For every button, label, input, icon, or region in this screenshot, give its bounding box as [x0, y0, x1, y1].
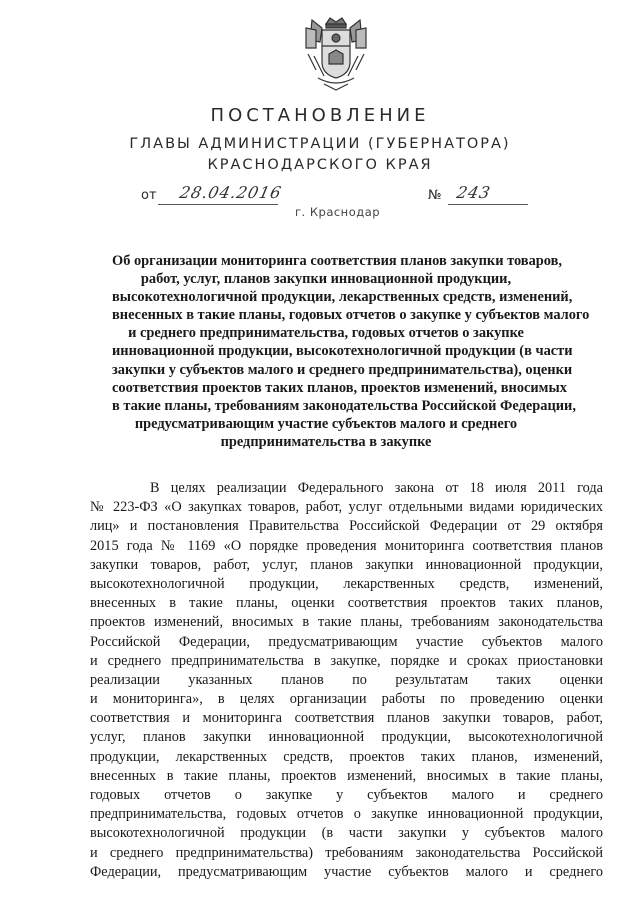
body-line: соответствия и мониторинга соответствия планов закупки товаров, работ, [90, 710, 603, 727]
body-line: внесенных в такие планы, проектов изменений, вносимых в такие планы, [90, 767, 603, 784]
subject-line: в такие планы, требованиям законодательства Российской Федерации, [112, 397, 576, 414]
body-line: закупки товаров, работ, услуг, планов закупки инновационной продукции, [90, 556, 603, 573]
body-line: и среднего предпринимательства в закупке, порядке и сроках приостановки [90, 652, 603, 669]
body-line: годовых отчетов о закупке у субъектов малого и среднего [90, 787, 603, 803]
body-line: № 223-ФЗ «О закупках товаров, работ, услуг отдельными видами юридических [90, 499, 603, 516]
body-line: услуг, планов закупки инновационной продукции, высокотехнологичной [90, 729, 603, 746]
region-title: КРАСНОДАРСКОГО КРАЯ [207, 157, 433, 173]
document-type-title: ПОСТАНОВЛЕНИЕ [210, 105, 430, 126]
subject-line: высокотехнологичной продукции, лекарственных средств, изменений, [112, 289, 573, 306]
number-value: 243 [454, 183, 493, 202]
body-line: лиц» и постановления Правительства Российской Федерации от 29 октября [90, 518, 603, 535]
subject-line: предусматривающим участие субъектов малого и среднего [134, 415, 518, 432]
subject-line: внесенных в такие планы, годовых отчетов о закупке у субъектов малого [112, 307, 590, 324]
body-line: и мониторинга», в целях организации работы по проведению оценки [90, 691, 603, 708]
subject-line: инновационной продукции, высокотехнологичной продукции (в части [112, 343, 573, 360]
body-line: и среднего предпринимательства) требованиям законодательства Российской [90, 844, 603, 861]
body-line: Федерации, предусматривающим участие субъектов малого и среднего [90, 863, 603, 880]
body-line: проектов изменений, вносимых в такие планы, требованиям законодательства [90, 614, 603, 631]
body-line: Российской Федерации, предусматривающим участие субъектов малого [90, 633, 603, 650]
city-label: г. Краснодар [295, 205, 381, 219]
issuer-title: ГЛАВЫ АДМИНИСТРАЦИИ (ГУБЕРНАТОРА) [129, 136, 511, 152]
subject-line: соответствия проектов таких планов, проектов изменений, вносимых [112, 379, 567, 396]
body-line: высокотехнологичной продукции (в части закупки у субъектов малого [90, 825, 603, 842]
body-line: предпринимательства, годовых отчетов о закупке инновационной продукции, [90, 806, 603, 823]
subject-line: закупки у субъектов малого и среднего предпринимательства), оценки [112, 361, 573, 378]
document-body [90, 479, 603, 882]
number-label: № [428, 188, 442, 203]
date-label: от [141, 188, 157, 203]
subject-line: Об организации мониторинга соответствия планов закупки товаров, [112, 253, 562, 269]
body-line: 2015 года № 1169 «О порядке проведения мониторинга соответствия планов [90, 537, 603, 554]
coat-of-arms-icon [302, 14, 370, 92]
body-line: В целях реализации Федерального закона от 18 июля 2011 года [150, 480, 603, 496]
body-line: внесенных в такие планы, оценки соответствия проектов таких планов, [90, 595, 603, 612]
date-underline [158, 204, 278, 205]
body-line: реализации указанных планов по результатам таких оценки [90, 671, 603, 688]
subject-line: работ, услуг, планов закупки инновационной продукции, [140, 271, 512, 288]
subject-line: и среднего предпринимательства, годовых отчетов о закупке [128, 325, 524, 342]
body-line: высокотехнологичной продукции, лекарственных средств, изменений, [90, 575, 603, 592]
number-underline [448, 204, 528, 205]
subject-line: предпринимательства в закупке [220, 433, 432, 450]
body-line: продукции, лекарственных средств, проектов таких планов, изменений, [90, 748, 603, 765]
date-value: 28.04.2016 [177, 183, 284, 202]
document-subject [112, 252, 590, 451]
